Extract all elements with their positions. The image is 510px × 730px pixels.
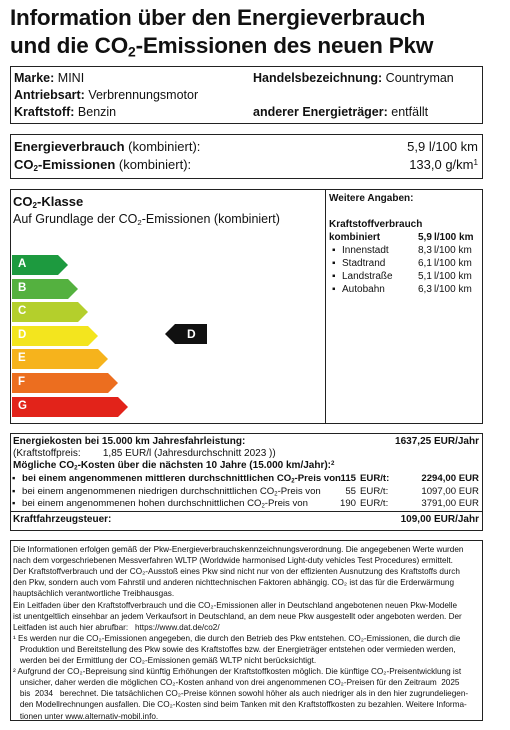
- footer-note-line: Produktion und Bereitstellung des Pkw sowie des Kraftstoffes bzw. der Energieträger entstehen oder vermieden werden,: [13, 644, 456, 654]
- class-letter: B: [18, 281, 27, 294]
- verbrauch-item-label: ▪ Innenstadt: [342, 245, 389, 258]
- co2-price-unit: EUR/t:: [360, 485, 389, 497]
- marker-arrow-shape: [165, 324, 207, 344]
- verbrauch-item-label: ▪ Stadtrand: [342, 258, 385, 271]
- footer-note-line: nach dem vorgeschriebenen Messverfahren WLTP (Worldwide harmonised Light-duty vehicles Test Procedures) ermittelt.: [13, 556, 453, 566]
- kombiniert-unit: l/100 km: [434, 232, 474, 243]
- title-line-2: und die $CO_2$-Emissionen des neuen Pkw: [10, 33, 434, 60]
- footer-note-line: den Modellrechnungen ausfallen. Die CO₂-Kosten sind beim Tanken mit den Kraftstoffkosten zu bezahlen. Weitere Informa-: [13, 700, 467, 710]
- verbrauch-item-unit: l/100 km: [434, 284, 472, 295]
- footer-note-line: den Pkw, sondern auch vom Fahrstil und anderen nichttechnischen Faktoren abhängig. CO₂ ist das für die Erderwärmung: [13, 578, 454, 588]
- verbrauch-item-value: 6,3: [418, 284, 432, 295]
- co2-price-unit: EUR/t:: [360, 498, 389, 510]
- footer-note-line: Leitfaden ist auch hier abrufbar: https://www.dat.de/co2/: [13, 622, 220, 632]
- class-letter: E: [18, 352, 26, 365]
- verbrauch-item-label: ▪ Autobahn: [342, 284, 385, 297]
- class-letter: A: [18, 258, 27, 270]
- co2-price: 55: [345, 485, 356, 497]
- moegliche-co2-kosten-heading: Mögliche $CO_2$-Kosten über die nächsten 10 Jahre (15.000 km/Jahr):$^2$: [13, 459, 335, 472]
- footer-note-line: Ein Leitfaden über den Kraftstoffverbrauch und die CO₂-Emissionen aller in Deutschland angebotenen neuen Pkw-Modelle: [13, 600, 458, 610]
- verbrauch-item-value: 6,1: [418, 258, 432, 269]
- co2-cost-value: 2294,00 EUR: [421, 473, 479, 484]
- kraftstoffverbrauch-heading: Kraftstoffverbrauch: [329, 219, 423, 230]
- verbrauch-item-value: 5,1: [418, 271, 432, 282]
- verbrauch-item-label: ▪ Landstraße: [342, 271, 393, 284]
- energieverbrauch-value: 5,9 l/100 km: [407, 139, 478, 154]
- kombiniert-value: 5,9: [418, 232, 432, 243]
- footer-note-line: tionen unter www.alternativ-mobil.info.: [13, 711, 159, 721]
- class-arrow-shape: [12, 349, 110, 369]
- co2-cost-value: 1097,00 EUR: [421, 485, 479, 497]
- marker-letter: D: [187, 327, 196, 341]
- footer-note-line: Die Informationen erfolgen gemäß der Pkw-Energieverbrauchskennzeichnungsverordnung. Die angegebenen Werte wurden: [13, 545, 464, 554]
- kraftstoffpreis-row: (Kraftstoffpreis: 1,85 EUR/l (Jahresdurchschnitt 2023 )): [13, 448, 276, 459]
- verbrauch-item-unit: l/100 km: [434, 245, 472, 256]
- co2-class-f-arrow: [12, 373, 120, 393]
- kraftstoff-row: Kraftstoff: Benzin: [14, 105, 117, 119]
- verbrauch-item-unit: l/100 km: [434, 258, 472, 269]
- co2-class-divider: [325, 189, 326, 424]
- co2-price-unit: EUR/t:: [360, 473, 390, 484]
- energiekosten-value: 1637,25 EUR/Jahr: [395, 436, 479, 447]
- co2-class-marker: [165, 324, 207, 344]
- anderer-energietraeger-row: anderer Energieträger: entfällt: [253, 105, 429, 119]
- footer-note-line: bis 2034 berechnet. Die tatsächlichen CO₂-Preise können sowohl höher als auch niedriger als in den hier zugrundeliegen-: [13, 689, 469, 699]
- energieverbrauch-label: Energieverbrauch (kombiniert):: [14, 139, 201, 154]
- kraftfahrzeugsteuer-label: Kraftfahrzeugsteuer:: [13, 514, 112, 525]
- co2-cost-value: 3791,00 EUR: [421, 498, 479, 510]
- weitere-angaben-heading: Weitere Angaben:: [329, 193, 414, 204]
- co2-class-b-arrow: [12, 279, 80, 299]
- kraftfahrzeugsteuer-value: 109,00 EUR/Jahr: [400, 514, 479, 525]
- class-letter: G: [18, 399, 27, 412]
- footer-note-line: ¹ Es werden nur die CO₂-Emissionen angegeben, die durch den Betrieb des Pkw entstehen. CO₂-Emissionen, die durch die: [13, 633, 461, 643]
- co2-class-g-arrow: [12, 397, 130, 417]
- marke-row: Marke: MINI: [14, 71, 85, 85]
- antriebsart-row: Antriebsart: Verbrennungsmotor: [14, 88, 199, 102]
- co2-class-a-arrow: [12, 255, 70, 275]
- co2-cost-row-label: ▪ bei einem angenommenen hohen durchschnittlichen $CO_2$-Preis von: [22, 498, 308, 511]
- class-letter: C: [18, 305, 27, 318]
- co2-emissionen-value: 133,0 $g/km^1$: [409, 157, 478, 172]
- co2-class-subheading: Auf Grundlage der $CO_2$-Emissionen (kombiniert): [13, 212, 280, 227]
- co2-cost-row-label: ▪ bei einem angenommenen mittleren durchschnittlichen $CO_2$-Preis von: [22, 473, 341, 486]
- verbrauch-item-unit: l/100 km: [434, 271, 472, 282]
- co2-cost-row-label: ▪ bei einem angenommenen niedrigen durchschnittlichen $CO_2$-Preis von: [22, 486, 321, 499]
- kombiniert-label: kombiniert: [329, 232, 381, 243]
- class-letter: D: [18, 328, 27, 341]
- class-arrow-shape: [12, 373, 120, 393]
- page-title: [10, 4, 505, 60]
- class-letter: F: [18, 376, 26, 388]
- class-arrow-shape: [12, 397, 130, 417]
- footer-note-line: Der Kraftstoffverbrauch und der CO₂-Ausstoß eines Pkw sind nicht nur von der effizienten Ausnutzung des Kraftstoffs durch: [13, 567, 460, 577]
- title-line-1: Information über den Energieverbrauch: [10, 5, 426, 30]
- co2-class-e-arrow: [12, 349, 110, 369]
- co2-price: 115: [340, 473, 356, 484]
- footer-note-line: werden bei der Ermittlung der CO₂-Emissionen gemäß WLTP nicht berücksichtigt.: [13, 656, 317, 665]
- footer-note-line: hauptsächlich verantwortliche Treibhausgas.: [13, 589, 175, 599]
- footer-note-line: ² Aufgrund der CO₂-Bepreisung sind künftig Erhöhungen der Kraftstoffkosten möglich. Die künftige CO₂-Preisentwicklung ist: [13, 667, 462, 677]
- co2-class-heading: $CO_2$-Klasse: [13, 194, 84, 210]
- co2-class-c-arrow: [12, 302, 90, 322]
- co2-class-d-arrow: [12, 326, 100, 346]
- handelsbezeichnung-row: Handelsbezeichnung: Countryman: [253, 71, 454, 85]
- footer-note-line: unsicher, daher werden die möglichen CO₂-Kosten anhand von drei angenommenen CO₂-Preisen für den Zeitraum 2025: [13, 678, 460, 688]
- energiekosten-label: Energiekosten bei 15.000 km Jahresfahrleistung:: [13, 436, 246, 447]
- footer-note-line: ist unentgeltlich einsehbar an jedem Verkaufsort in Deutschland, an dem neue Pkw ausgestellt oder angeboten werden. Der: [13, 611, 462, 621]
- verbrauch-item-value: 8,3: [418, 245, 432, 256]
- steuer-divider: [10, 511, 483, 512]
- co2-price: 190: [339, 498, 356, 510]
- co2-emissionen-label: $CO_2$-Emissionen (kombiniert):: [14, 157, 192, 173]
